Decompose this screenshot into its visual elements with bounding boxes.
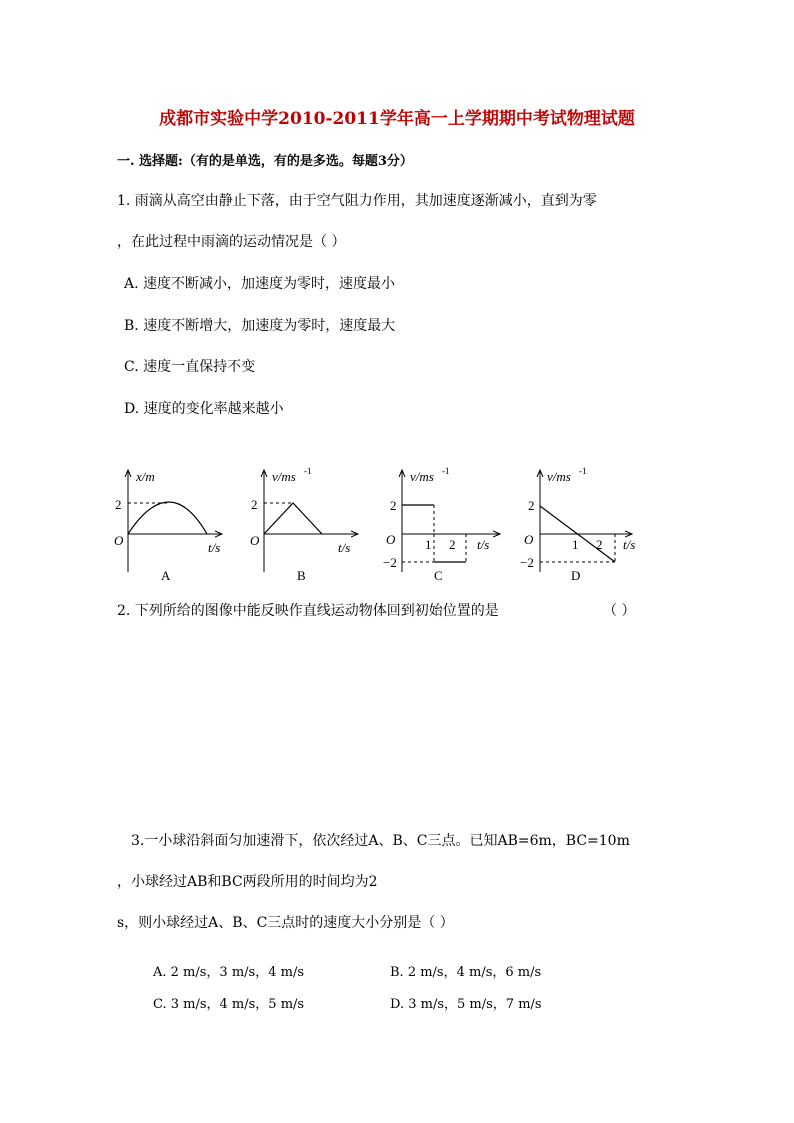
- q3-option-a: A. 2 m/s，3 m/s，4 m/s: [153, 965, 304, 980]
- graph-c-caption: C: [434, 568, 443, 583]
- graph-d-tick-neg: −2: [520, 555, 534, 570]
- graph-b-xlabel: t/s: [338, 540, 351, 555]
- q1-option-a: A. 速度不断减小，加速度为零时，速度最小: [124, 276, 396, 292]
- graph-a-curve: [128, 502, 207, 534]
- graph-d-ylabel: v/ms: [547, 469, 571, 484]
- graph-a-xlabel: t/s: [208, 540, 221, 555]
- graph-c-tick-pos: 2: [390, 498, 397, 513]
- graph-c-ylabel: v/ms: [410, 469, 434, 484]
- graph-c-tick-neg: −2: [383, 555, 397, 570]
- q3-option-c: C. 3 m/s，4 m/s，5 m/s: [153, 997, 305, 1012]
- q3-line2: ，小球经过AB和BC两段所用的时间均为2: [117, 874, 378, 890]
- q1-line1: 1. 雨滴从高空由静止下落，由于空气阻力作用，其加速度逐渐减小，直到为零: [117, 193, 597, 209]
- q1-option-d: D. 速度的变化率越来越小: [124, 401, 284, 417]
- q3-line3: s，则小球经过A、B、C三点时的速度大小分别是（ ）: [117, 915, 454, 931]
- graph-d-x2: 2: [596, 537, 603, 552]
- graph-d-tick-pos: 2: [528, 498, 535, 513]
- q3-option-b: B. 2 m/s，4 m/s，6 m/s: [390, 965, 542, 980]
- graph-d-xlabel: t/s: [623, 537, 636, 552]
- q2-text: 2. 下列所给的图像中能反映作直线运动物体回到初始位置的是: [117, 603, 499, 619]
- graph-a-tick: 2: [115, 497, 122, 512]
- graph-c-x1: 1: [425, 537, 432, 552]
- graph-a-ylabel: x/m: [136, 469, 155, 484]
- q1-line2: ，在此过程中雨滴的运动情况是（ ）: [117, 234, 346, 250]
- graph-c-sup: -1: [442, 466, 450, 476]
- graph-d-origin: O: [524, 532, 534, 547]
- graph-b-caption: B: [297, 568, 306, 583]
- graph-b: [250, 466, 358, 583]
- graph-a: [114, 469, 222, 583]
- graph-d-x1: 1: [572, 537, 579, 552]
- q3-option-d: D. 3 m/s，5 m/s，7 m/s: [390, 997, 542, 1012]
- graph-b-tick: 2: [251, 497, 258, 512]
- graph-b-line: [264, 503, 322, 534]
- q1-option-c: C. 速度一直保持不变: [124, 359, 256, 375]
- page-title: 成都市实验中学2010-2011学年高一上学期期中考试物理试题: [159, 109, 635, 129]
- graph-c-xlabel: t/s: [477, 537, 490, 552]
- graph-d: [520, 466, 635, 583]
- graph-d-caption: D: [571, 568, 581, 583]
- graph-b-origin: O: [250, 533, 260, 548]
- q3-line1: 3.一小球沿斜面匀加速滑下，依次经过A、B、C三点。已知AB=6m，BC=10m: [131, 833, 630, 849]
- graph-a-caption: A: [161, 568, 171, 583]
- graph-b-sup: -1: [304, 466, 312, 476]
- q1-option-b: B. 速度不断增大，加速度为零时，速度最大: [124, 318, 396, 334]
- graph-a-origin: O: [114, 533, 124, 548]
- graph-c: [383, 466, 500, 583]
- graph-d-sup: -1: [579, 466, 587, 476]
- graph-c-x2: 2: [449, 537, 456, 552]
- graph-b-ylabel: v/ms: [272, 469, 296, 484]
- section-heading: 一. 选择题:（有的是单选，有的是多选。每题3分）: [117, 154, 413, 169]
- q2-answer-paren: （ ）: [603, 603, 636, 619]
- graph-c-origin: O: [386, 532, 396, 547]
